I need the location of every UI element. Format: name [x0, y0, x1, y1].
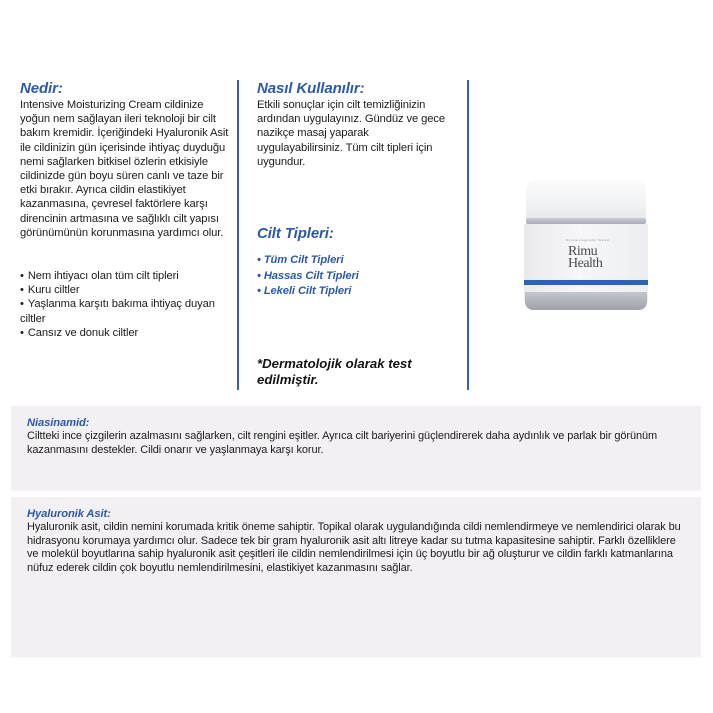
usage-text: Etkili sonuçlar için cilt temizliğinizin ardından uygulayınız. Gündüz ve gece nazikçe masaj yaparak uygulayabilirsiniz. Tüm cilt tipleri için uygundur. — [257, 99, 445, 168]
list-item: • Yaşlanma karşıtı bakıma ihtiyaç duyan ciltler — [20, 298, 215, 325]
ingredient-box-hyaluronic-acid — [11, 497, 701, 657]
ingredient-box-niacinamide — [11, 406, 701, 490]
brand-line-1: Rimu — [568, 244, 598, 259]
brand-logo — [568, 246, 602, 270]
ingredient-title: Hyaluronik Asit: — [27, 508, 111, 520]
divider-right — [467, 80, 469, 390]
product-description: Intensive Moisturizing Cream cildinize yoğun nem sağlayan ileri teknoloji bir cilt bakım kremidir. İçeriğindeki Hyaluronik Asit ile cildinizin gün içerisinde ihtiyaç duyduğu nemi sağlarken bitkisel özlerin etkisiyle cildinizde gün boyu süren canlı ve taze bir etki bırakır. Ayrıca cildin elastikiyet kazanmasına, çevresel faktörlere karşı direncinin artmasına ve sağlıklı cilt yapısı görünümünün korunmasına yardımcı olur. — [20, 99, 229, 239]
brand-line-2: Health — [568, 256, 603, 271]
list-item: • Hassas Cilt Tipleri — [257, 269, 359, 282]
usage-section — [257, 80, 457, 169]
list-item: • Kuru ciltler — [20, 284, 80, 297]
target-skin-list — [20, 269, 232, 340]
ingredient-text: Hyaluronik asit, cildin nemini korumada kritik öneme sahiptir. Topikal olarak uygulandığında cildi nemlendirmeye ve nemlendirici olarak bu hidrasyonu korumaya yardımcı olur. Sadece tek bir gram hyaluronik asit altı litreye kadar su tutma kapasitesine sahiptir. Farklı özelliklere ve molekül boyutlarına sahip hyaluronik asit çeşitleri ile cildin nemlendirilmesi için üç boyutlu bir ağ oluşturur ve cildin farklı katmanlarına nüfuz ederek cildin çok boyutlu nemlendirilmesini, elastikiyet kazanmasını sağlar. — [27, 521, 681, 574]
what-is-title: Nedir: — [20, 80, 63, 97]
ingredient-title: Niasinamid: — [27, 417, 90, 429]
what-is-section — [20, 80, 232, 340]
list-item: • Lekeli Cilt Tipleri — [257, 285, 352, 297]
ingredient-text: Ciltteki ince çizgilerin azalmasını sağlarken, cilt rengini eşitler. Ayrıca cilt bariyerini güçlendirerek daha aydınlık ve parlak bir görünüm kazanmasını destekler. Cildi onarır ve yaşlanmaya karşı korur. — [27, 430, 658, 456]
list-item: • Tüm Cilt Tipleri — [257, 254, 344, 266]
divider-left — [237, 80, 239, 390]
usage-title: Nasıl Kullanılır: — [257, 80, 365, 97]
jar-lid — [526, 180, 646, 222]
list-item: • Cansız ve donuk ciltler — [20, 326, 139, 339]
list-item: • Nem ihtiyacı olan tüm cilt tipleri — [20, 270, 179, 283]
jar-base — [525, 292, 647, 310]
skin-types-list — [257, 253, 457, 300]
jar-blue-band — [524, 280, 648, 285]
jar-tagline: Dermatologically Tested — [566, 238, 610, 242]
product-image — [524, 180, 648, 312]
skin-types-title: Cilt Tipleri: — [257, 225, 334, 242]
skin-types-section — [257, 225, 457, 300]
dermatology-note: *Dermatolojik olarak test edilmiştir. — [257, 356, 412, 387]
